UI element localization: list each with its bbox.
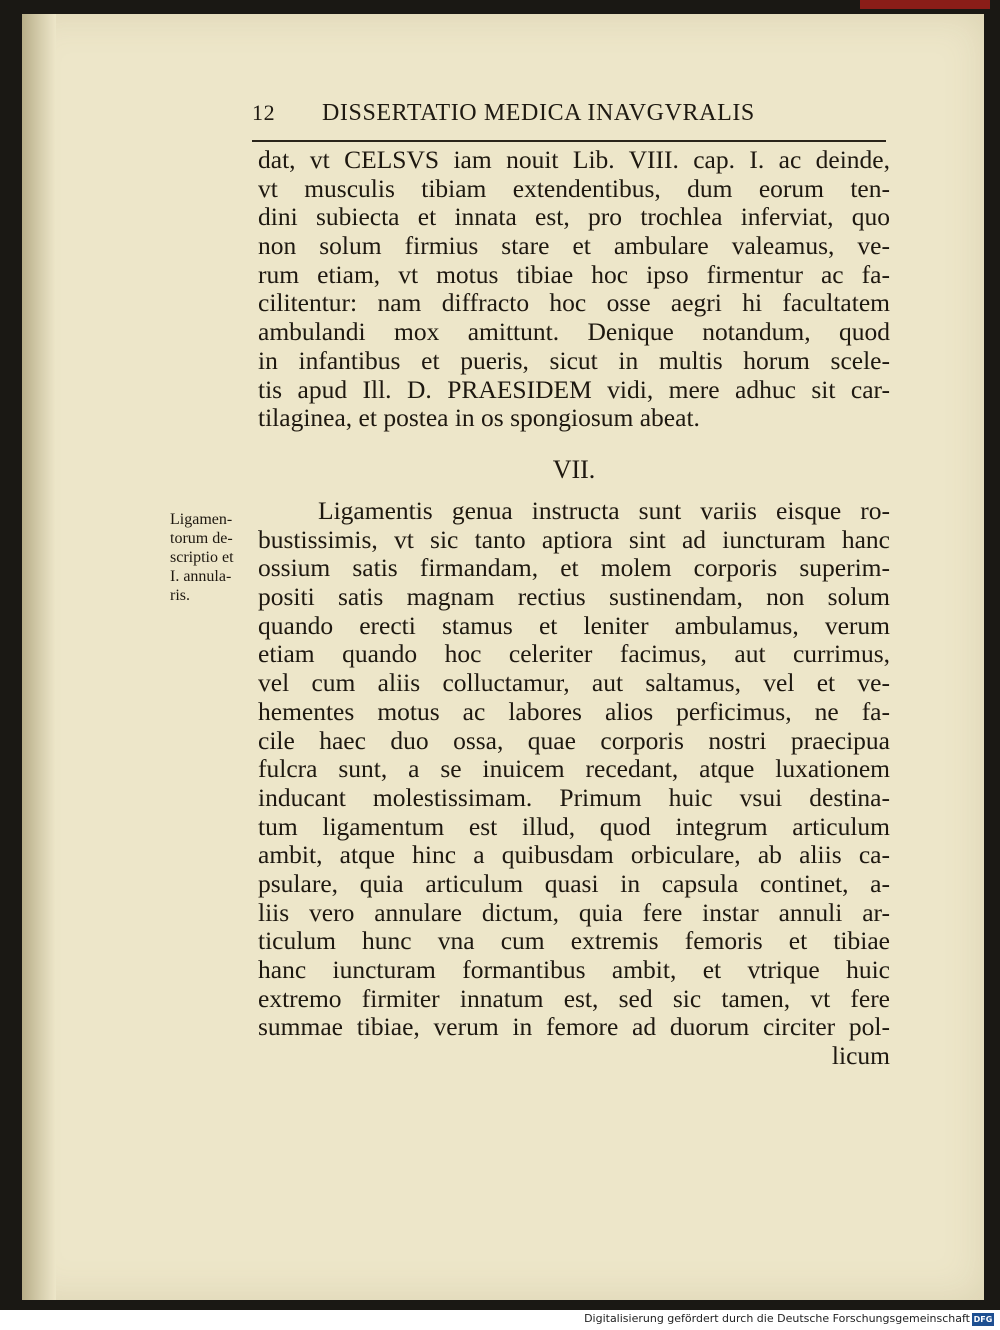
- text-line: summae tibiae, verum in femore ad duorum circiter pol-: [258, 1012, 890, 1042]
- marginal-line: scriptio et: [170, 549, 234, 566]
- funding-credit: Digitalisierung gefördert durch die Deutsche Forschungsgemeinschaft: [584, 1312, 970, 1325]
- dfg-logo-icon: DFG: [973, 1315, 993, 1324]
- bookmark-ribbon: [860, 0, 990, 9]
- text-line: tilaginea, et postea in os spongiosum abeat.: [258, 403, 700, 433]
- text-line: vel cum aliis colluctamur, aut saltamus, vel et ve-: [258, 668, 890, 698]
- running-title: DISSERTATIO MEDICA INAVGVRALIS: [322, 100, 755, 126]
- marginal-line: I. annula-: [170, 568, 232, 585]
- text-line: cilitentur: nam diffracto hoc osse aegri hi facultatem: [258, 288, 890, 318]
- text-line: cile haec duo ossa, quae corporis nostri praecipua: [258, 725, 890, 755]
- text-line: non solum firmius stare et ambulare valeamus, ve-: [258, 231, 890, 261]
- text-line: quando erecti stamus et leniter ambulamus, verum: [258, 610, 890, 640]
- text-line: tum ligamentum est illud, quod integrum articulum: [258, 811, 890, 841]
- text-line: [258, 497, 890, 526]
- catchword: licum: [831, 1041, 890, 1071]
- text-line: rum etiam, vt motus tibiae hoc ipso firmentur ac fa-: [258, 259, 890, 289]
- text-line: hanc iuncturam formantibus ambit, et vtrique huic: [258, 955, 890, 984]
- text-line: dat, vt CELSVS iam nouit Lib. VIII. cap. I. ac deinde,: [258, 145, 890, 174]
- text-line: tis apud Ill. D. PRAESIDEM vidi, mere adhuc sit car-: [258, 374, 890, 404]
- text-line: ossium satis firmandam, et molem corporis superim-: [258, 553, 890, 583]
- text-line: inducant molestissimam. Primum huic vsui destina-: [258, 782, 890, 812]
- text-line: ticulum hunc vna cum extremis femoris et tibiae: [258, 926, 890, 956]
- text-line: ambulandi mox amittunt. Denique notandum, quod: [258, 317, 890, 347]
- text-line: dini subiecta et innata est, pro trochlea inferviat, quo: [258, 202, 890, 232]
- text-line: psulare, quia articulum quasi in capsula continet, a-: [258, 868, 890, 898]
- running-header: [252, 100, 886, 127]
- text-line: bustissimis, vt sic tanto aptiora sint ad iuncturam hanc: [258, 524, 890, 554]
- section-heading: VII.: [552, 455, 596, 484]
- paragraph-section-vii: [258, 497, 890, 1071]
- text-line: fulcra sunt, a se inuicem recedant, atque luxationem: [258, 754, 890, 784]
- marginal-note: [170, 510, 266, 605]
- text-line-content: Ligamentis genua instructa sunt variis eisque ro-: [318, 496, 890, 525]
- text-line: hementes motus ac labores alios perficimus, ne fa-: [258, 696, 890, 726]
- page-gutter-shadow: [22, 14, 56, 1300]
- footer-bar: [0, 1310, 1000, 1330]
- page-number: 12: [252, 100, 276, 125]
- marginal-line: ris.: [170, 587, 190, 604]
- text-line: positi satis magnam rectius sustinendam, non solum: [258, 582, 890, 612]
- marginal-line: Ligamen-: [170, 511, 233, 528]
- text-line: extremo firmiter innatum est, sed sic tamen, vt fere: [258, 983, 890, 1013]
- marginal-line: torum de-: [170, 530, 233, 547]
- text-line: liis vero annulare dictum, quia fere instar annuli ar-: [258, 897, 890, 927]
- text-line: in infantibus et pueris, sicut in multis horum scele-: [258, 345, 890, 375]
- header-rule: [252, 140, 886, 142]
- text-line: ambit, atque hinc a quibusdam orbiculare, ab aliis ca-: [258, 840, 890, 870]
- paragraph-continued: [258, 146, 890, 433]
- text-line: vt musculis tibiam extendentibus, dum eorum ten-: [258, 173, 890, 203]
- text-line: etiam quando hoc celeriter facimus, aut currimus,: [258, 639, 890, 669]
